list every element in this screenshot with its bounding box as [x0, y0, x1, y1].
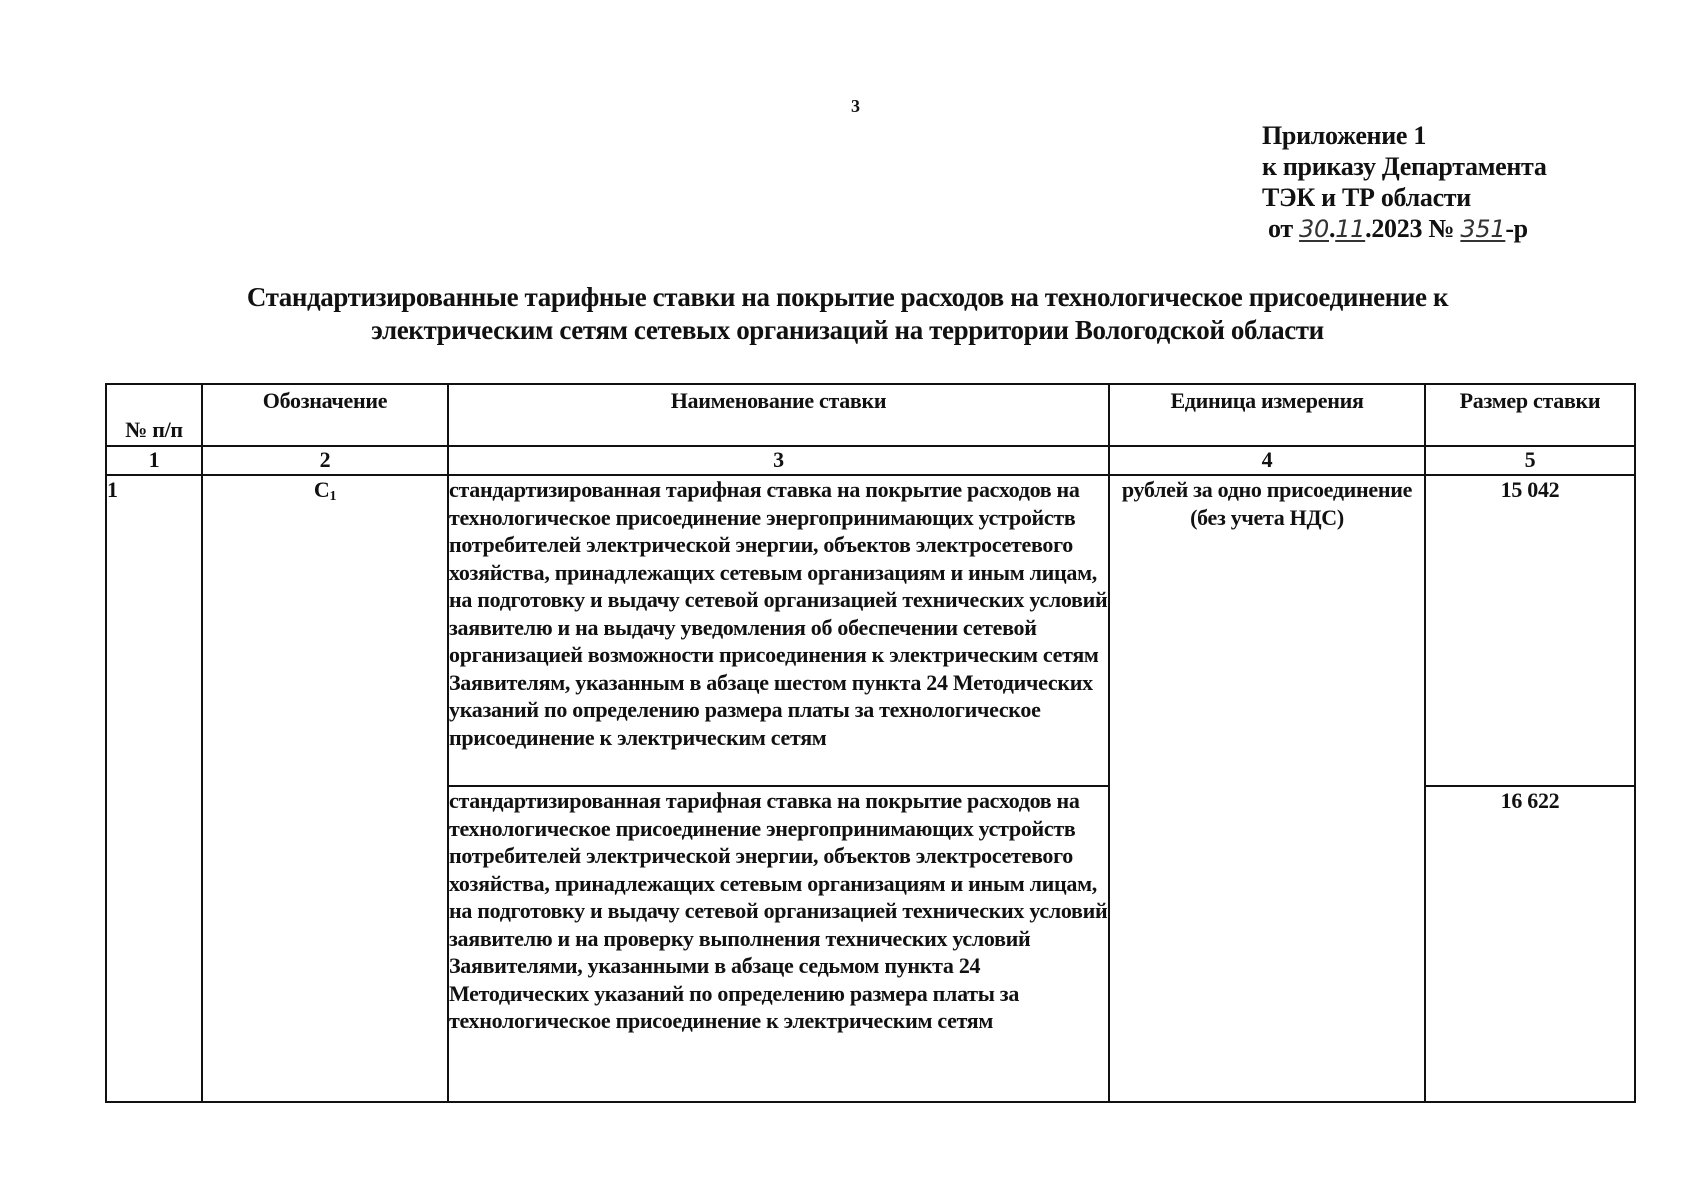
- appendix-date-line: [1268, 213, 1547, 245]
- appendix-line-3: ТЭК и ТР области: [1262, 183, 1471, 212]
- title-line-1: Стандартизированные тарифные ставки на покрытие расходов на технологическое присоединение к: [246, 282, 1449, 312]
- appendix-block: [1262, 120, 1547, 245]
- rate-unit: рублей за одно присоединение (без учета НДС): [1109, 475, 1425, 1102]
- rate-code: [202, 475, 448, 1102]
- header-num: № п/п: [106, 384, 202, 446]
- rate-name: стандартизированная тарифная ставка на покрытие расходов на технологическое присоединение энергопринимающих устройств потребителей электрической энергии, объектов электросетевого хозяйства, принадлежащих сетевым организациям и иным лицам, на подготовку и выдачу сетевой организацией технических условий заявителю и на проверку выполнения технических условий Заявителями, указанными в абзаце седьмом пункта 24 Методических указаний по определению размера платы за технологическое присоединение к электрическим сетям: [448, 786, 1109, 1102]
- header-value: [1425, 384, 1635, 446]
- column-number-row: [106, 446, 1635, 475]
- header-name-label: Наименование ставки: [670, 388, 887, 413]
- date-year: .2023 №: [1365, 214, 1455, 243]
- appendix-line-1: Приложение 1: [1262, 121, 1427, 150]
- header-unit-label: Единица измерения: [1170, 388, 1364, 413]
- header-code: [202, 384, 448, 446]
- title-line-2: электрическим сетям сетевых организаций на территории Вологодской области: [371, 315, 1324, 345]
- rate-value: 16 622: [1425, 786, 1635, 1102]
- appendix-line-2: к приказу Департамента: [1262, 152, 1547, 181]
- header-value-label: Размер ставки: [1459, 388, 1601, 413]
- rate-name: стандартизированная тарифная ставка на покрытие расходов на технологическое присоединение энергопринимающих устройств потребителей электрической энергии, объектов электросетевого хозяйства, принадлежащих сетевым организациям и иным лицам, на подготовку и выдачу сетевой организацией технических условий заявителю и на выдачу уведомления об обеспечении сетевой организацией возможности присоединения к электрическим сетям Заявителям, указанным в абзаце шестом пункта 24 Методических указаний по определению размера платы за технологическое присоединение к электрическим сетям: [448, 475, 1109, 786]
- date-day: 30: [1299, 215, 1329, 243]
- table-header-row: [106, 384, 1635, 446]
- header-name: [448, 384, 1109, 446]
- table-row: [106, 475, 1635, 786]
- rate-code-index: 1: [329, 489, 337, 505]
- date-dot: .: [1329, 214, 1336, 243]
- rate-code-letter: C: [313, 477, 330, 503]
- page-number: 3: [851, 96, 860, 116]
- row-number: 1: [106, 475, 202, 1102]
- date-prefix: от: [1268, 214, 1293, 243]
- header-unit: [1109, 384, 1425, 446]
- order-number: 351: [1460, 215, 1506, 243]
- order-number-suffix: -р: [1505, 214, 1528, 243]
- column-number: 2: [202, 446, 448, 475]
- rate-value: 15 042: [1425, 475, 1635, 786]
- column-number: 3: [448, 446, 1109, 475]
- header-code-label: Обозначение: [262, 388, 388, 413]
- date-month: 11: [1335, 215, 1366, 243]
- document-title: [160, 281, 1535, 347]
- rates-table: [105, 383, 1636, 1103]
- column-number: 4: [1109, 446, 1425, 475]
- column-number: 5: [1425, 446, 1635, 475]
- column-number: 1: [106, 446, 202, 475]
